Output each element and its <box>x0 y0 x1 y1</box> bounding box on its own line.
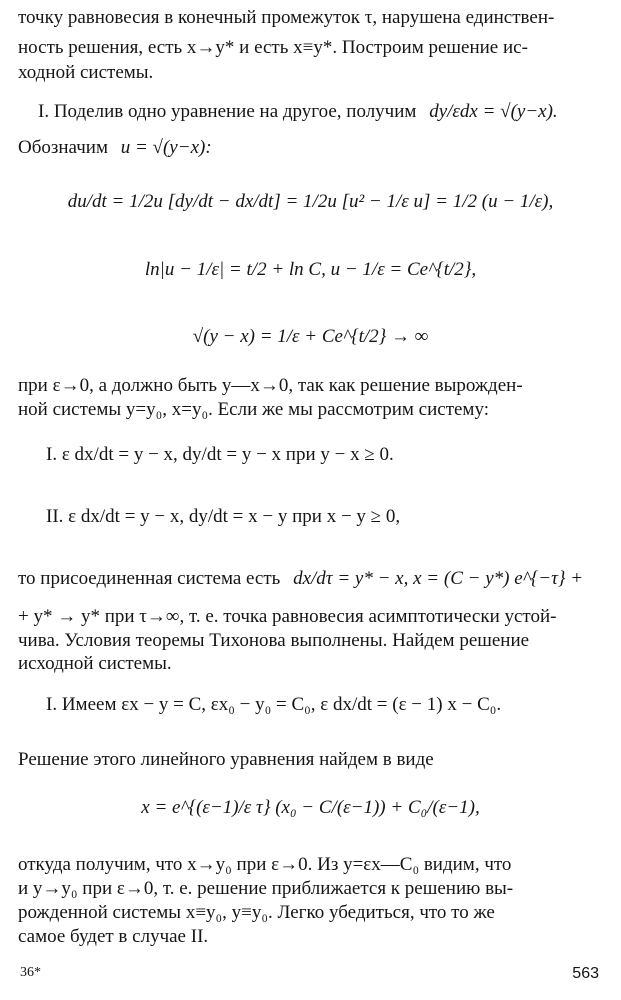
paragraph-1-line-1: точку равновесия в конечный промежуток τ, нарушена единствен- <box>18 7 555 28</box>
paragraph-1-line-2: ность решения, есть x→y* и есть x≡y*. Построим решение ис- <box>18 37 528 58</box>
paragraph-1-line-3: ходной системы. <box>18 62 154 83</box>
paragraph-3-line-4: исходной системы. <box>18 653 172 674</box>
equation-ln: ln|u − 1/ε| = t/2 + ln C, u − 1/ε = Ce^{t/2}, <box>144 259 477 280</box>
page-number: 563 <box>572 965 599 982</box>
paragraph-5-line-1: откуда получим, что x→y₀ при ε→0. Из y=εx—C₀ видим, что <box>18 854 512 875</box>
paragraph-5-line-2: и y→y₀ при ε→0, т. е. решение приближается к решению вы- <box>18 878 514 899</box>
paragraph-3-line-1: то присоединенная система есть dx/dτ = y* − x, x = (C − y*) e^{−τ} + <box>18 568 584 589</box>
intro-formula: dy/εdx = √(y−x). <box>429 101 558 122</box>
define-line: Обозначим u = √(y−x): <box>18 137 212 158</box>
solution-equation: x = e^{(ε−1)/ε τ} (x₀ − C/(ε−1)) + C₀/(ε−1), <box>141 797 480 818</box>
paragraph-2-line-2: ной системы y=y₀, x=y₀. Если же мы рассмотрим систему: <box>18 399 489 420</box>
paragraph-5-line-3: рожденной системы x≡y₀, y≡y₀. Легко убедиться, что то же <box>18 902 495 923</box>
system-1: I. ε dx/dt = y − x, dy/dt = y − x при y − x ≥ 0. <box>46 444 394 465</box>
paragraph-3-line-2: + y* → y* при τ→∞, т. е. точка равновесия асимптотически устой- <box>18 606 557 627</box>
paragraph-3-line-3: чива. Условия теоремы Тихонова выполнены. Найдем решение <box>18 630 530 651</box>
attached-system-formula: dx/dτ = y* − x, x = (C − y*) e^{−τ} + <box>293 568 584 589</box>
section-1-intro: I. Поделив одно уравнение на другое, получим dy/εdx = √(y−x). <box>38 101 558 122</box>
equation-sqrt: √(y − x) = 1/ε + Ce^{t/2} → ∞ <box>192 326 429 347</box>
paragraph-4: Решение этого линейного уравнения найдем в виде <box>18 749 434 770</box>
printer-signature: 36* <box>20 965 41 980</box>
paragraph-5-line-4: самое будет в случае II. <box>18 926 209 947</box>
section-2-equation: I. Имеем εx − y = C, εx₀ − y₀ = C₀, ε dx/dt = (ε − 1) x − C₀. <box>46 694 502 715</box>
system-2: II. ε dx/dt = y − x, dy/dt = x − y при x − y ≥ 0, <box>46 506 401 527</box>
define-formula: u = √(y−x): <box>120 137 212 158</box>
paragraph-2-line-1: при ε→0, а должно быть y—x→0, так как решение вырожден- <box>18 375 523 396</box>
equation-du-dt: du/dt = 1/2u [dy/dt − dx/dt] = 1/2u [u² − 1/ε u] = 1/2 (u − 1/ε), <box>67 191 554 212</box>
